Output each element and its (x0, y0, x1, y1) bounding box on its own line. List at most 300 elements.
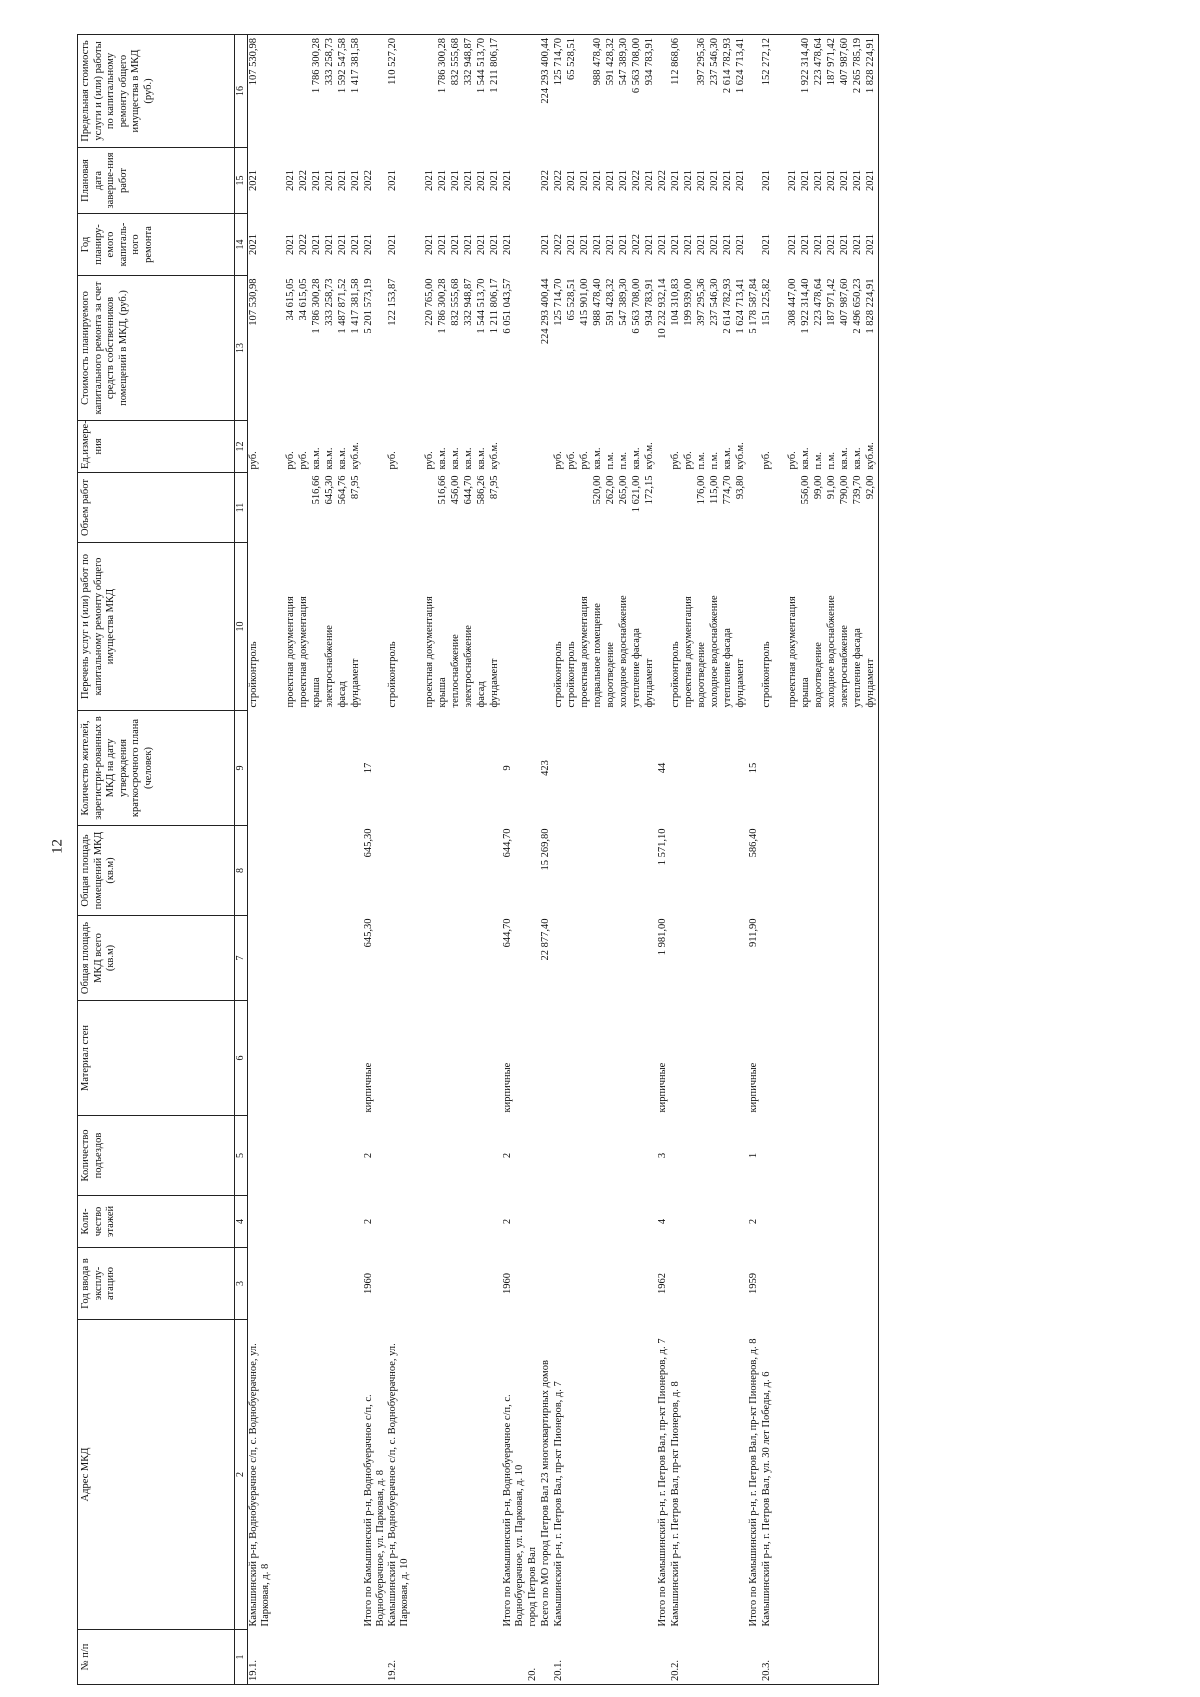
wall-material-cell (644, 1001, 657, 1116)
entrances-cell (272, 1116, 285, 1196)
wall-material-cell (800, 1001, 813, 1116)
total-area-cell (709, 916, 722, 1001)
unit-cell: руб. (248, 451, 259, 470)
address-cell (424, 1320, 437, 1630)
address-cell (839, 1320, 852, 1630)
residents-cell (735, 711, 748, 826)
row-number-cell: 20.3. (761, 1630, 774, 1685)
table-row (502, 35, 526, 1685)
unit-cell: куб.м. (734, 442, 746, 470)
entrances-cell (852, 1116, 865, 1196)
row-number-cell (450, 1630, 463, 1685)
premises-area-cell (566, 826, 579, 916)
max-cost-cell: 107 530,98 (248, 35, 273, 148)
completion-date-cell: 2021 (812, 170, 824, 191)
max-cost-cell: 1 786 300,28 (437, 35, 450, 148)
unit-cell: руб. (760, 451, 772, 470)
residents-cell (387, 711, 411, 826)
row-number-cell (411, 1630, 424, 1685)
max-cost-cell: 2 265 785,19 (852, 35, 865, 148)
work-volume-cell (566, 473, 579, 543)
plan-year-cell: 2021 (851, 234, 863, 255)
planned-cost-cell: 547 389,30 (617, 278, 629, 326)
premises-area-cell (437, 826, 450, 916)
premises-area-cell (489, 826, 502, 916)
premises-area-cell (387, 826, 411, 916)
row-number-cell (709, 1630, 722, 1685)
residents-cell (813, 711, 826, 826)
premises-area-cell (631, 826, 644, 916)
planned-cost-cell: 934 783,91 (643, 278, 655, 326)
header-row (78, 35, 235, 1685)
entrances-cell (387, 1116, 411, 1196)
year-built-cell (865, 1248, 879, 1320)
premises-area-cell (285, 826, 298, 916)
planned-cost-cell: 832 555,68 (450, 278, 462, 326)
planned-cost-cell: 224 293 400,44 (539, 278, 551, 345)
header-cell: Общая площадь помещений МКД (кв.м) (78, 826, 235, 916)
completion-date-cell: 2021 (502, 170, 514, 191)
max-cost-cell: 2 614 782,93 (722, 35, 735, 148)
floors-cell (618, 1196, 631, 1248)
completion-date-cell: 2021 (721, 170, 733, 191)
row-number-cell: 20. (527, 1630, 540, 1685)
wall-material-cell (387, 1001, 411, 1116)
premises-area-cell: 1 571,10 (656, 828, 668, 866)
unit-cell: п.м. (812, 451, 824, 470)
max-cost-cell (657, 35, 670, 148)
work-type-cell: фасад (476, 681, 488, 708)
unit-cell: руб. (669, 451, 681, 470)
residents-cell (437, 711, 450, 826)
table-row (709, 35, 722, 1685)
work-volume-cell (424, 473, 437, 543)
work-volume-cell: 265,00 (617, 475, 629, 505)
year-built-cell: 1960 (363, 1273, 375, 1294)
header-cell: Адрес МКД (78, 1320, 235, 1630)
residents-cell (787, 711, 800, 826)
work-type-cell: крыша (311, 677, 323, 708)
unit-cell: куб.м. (489, 442, 501, 470)
year-built-cell (350, 1248, 363, 1320)
work-volume-cell: 172,15 (643, 475, 655, 505)
work-type-cell: фундамент (643, 658, 655, 708)
wall-material-cell (787, 1001, 800, 1116)
unit-cell (502, 421, 526, 473)
unit-cell: руб. (424, 451, 436, 470)
premises-area-cell (787, 826, 800, 916)
header-cell: Количество подъездов (78, 1116, 235, 1196)
plan-year-cell: 2021 (502, 234, 514, 255)
address-cell: Итого по Камышинский р-н, Воднобуерачное с/п, с. Воднобуерачное, ул. Парковая, д. 8 (363, 1394, 387, 1627)
premises-area-cell: 644,70 (502, 828, 514, 858)
work-type-cell: подвальное помещение (591, 603, 603, 708)
table-row (774, 35, 787, 1685)
address-cell (311, 1320, 324, 1630)
header-cell: Количество жителей, зарегистри-рованных в МКД на дату утверждения краткосрочного плана (человек) (78, 711, 235, 826)
planned-cost-cell: 6 563 708,00 (630, 278, 642, 334)
wall-material-cell (476, 1001, 489, 1116)
table-row (748, 35, 761, 1685)
table-row (350, 35, 363, 1685)
row-number-cell (813, 1630, 826, 1685)
max-cost-cell (527, 35, 540, 148)
column-number: 2 (235, 1320, 248, 1630)
total-area-cell (248, 916, 273, 1001)
completion-date-cell: 2021 (786, 170, 798, 191)
planned-cost-cell: 199 939,00 (682, 278, 694, 326)
entrances-cell: 3 (656, 1152, 668, 1159)
total-area-cell (298, 916, 311, 1001)
plan-year-cell (774, 214, 787, 276)
residents-cell (683, 711, 696, 826)
year-built-cell (644, 1248, 657, 1320)
completion-date-cell: 2021 (825, 170, 837, 191)
max-cost-cell (272, 35, 285, 148)
plan-year-cell: 2021 (799, 234, 811, 255)
work-volume-cell: 92,00 (865, 473, 879, 543)
total-area-cell (670, 916, 683, 1001)
residents-cell (298, 711, 311, 826)
residents-cell (709, 711, 722, 826)
floors-cell (387, 1196, 411, 1248)
floors-cell (579, 1196, 592, 1248)
residents-cell (527, 711, 540, 826)
work-type-cell: утепление фасада (721, 628, 733, 708)
entrances-cell (579, 1116, 592, 1196)
address-cell (285, 1320, 298, 1630)
unit-cell: п.м. (604, 451, 616, 470)
entrances-cell (709, 1116, 722, 1196)
year-built-cell (553, 1248, 566, 1320)
completion-date-cell (748, 148, 761, 214)
header-cell: Материал стен (78, 1001, 235, 1116)
year-built-cell (670, 1248, 683, 1320)
completion-date-cell: 2021 (350, 170, 362, 191)
plan-year-cell: 2021 (539, 234, 551, 255)
plan-year-cell (748, 214, 761, 276)
planned-cost-cell (272, 276, 285, 421)
work-volume-cell: 1 621,00 (630, 475, 642, 513)
residents-cell (852, 711, 865, 826)
work-type-cell: фундамент (350, 658, 362, 708)
table-row (761, 35, 774, 1685)
entrances-cell (696, 1116, 709, 1196)
planned-cost-cell: 1 487 871,52 (337, 278, 349, 334)
floors-cell (437, 1196, 450, 1248)
planned-cost-cell: 1 624 713,41 (734, 278, 746, 334)
entrances-cell (644, 1116, 657, 1196)
max-cost-cell: 65 528,51 (566, 35, 579, 148)
plan-year-cell: 2021 (786, 234, 798, 255)
work-volume-cell: 176,00 (695, 475, 707, 505)
work-volume-cell (411, 473, 424, 543)
year-built-cell (722, 1248, 735, 1320)
max-cost-cell: 1 786 300,28 (311, 35, 324, 148)
address-cell: Всего по МО город Петров Вал 23 многоквартирных домов (539, 1360, 551, 1627)
total-area-cell: 645,30 (363, 918, 375, 948)
unit-cell (363, 421, 387, 473)
work-volume-cell (553, 473, 566, 543)
work-type-cell: электроснабжение (463, 625, 475, 708)
entrances-cell (566, 1116, 579, 1196)
premises-area-cell (424, 826, 437, 916)
work-volume-cell: 516,66 (311, 475, 323, 505)
year-built-cell (272, 1248, 285, 1320)
premises-area-cell (311, 826, 324, 916)
unit-cell: кв.м. (437, 447, 449, 470)
floors-cell (424, 1196, 437, 1248)
year-built-cell (285, 1248, 298, 1320)
plan-year-cell: 2021 (248, 234, 259, 255)
column-number-row (235, 35, 248, 1685)
work-volume-cell: 456,00 (450, 475, 462, 505)
wall-material-cell (618, 1001, 631, 1116)
row-number-cell (787, 1630, 800, 1685)
unit-cell: кв.м. (851, 447, 863, 470)
plan-year-cell: 2021 (463, 234, 475, 255)
total-area-cell (324, 916, 337, 1001)
work-volume-cell: 516,66 (437, 475, 449, 505)
work-type-cell: холодное водоснабжение (617, 595, 629, 708)
wall-material-cell: кирпичные (656, 1062, 668, 1113)
completion-date-cell: 2021 (248, 170, 259, 191)
premises-area-cell (670, 826, 683, 916)
work-type-cell: крыша (799, 677, 811, 708)
entrances-cell (248, 1116, 273, 1196)
work-volume-cell: 115,00 (708, 475, 720, 504)
column-number: 8 (235, 826, 248, 916)
table-row (566, 35, 579, 1685)
address-cell: Камышинский р-н, г. Петров Вал, пр-кт Пионеров, д. 8 (669, 1381, 681, 1627)
residents-cell (670, 711, 683, 826)
max-cost-cell: 1 922 314,40 (800, 35, 813, 148)
total-area-cell (350, 916, 363, 1001)
planned-cost-cell: 5 201 573,19 (363, 278, 375, 334)
planned-cost-cell: 122 153,87 (387, 278, 399, 326)
unit-cell (748, 421, 761, 473)
premises-area-cell (337, 826, 350, 916)
year-built-cell (592, 1248, 605, 1320)
year-built-cell (761, 1248, 774, 1320)
plan-year-cell: 2021 (437, 234, 449, 255)
completion-date-cell (411, 148, 424, 214)
max-cost-cell: 832 555,68 (450, 35, 463, 148)
wall-material-cell (463, 1001, 476, 1116)
total-area-cell (722, 916, 735, 1001)
table-row (683, 35, 696, 1685)
work-type-cell (774, 543, 787, 711)
address-cell (618, 1320, 631, 1630)
premises-area-cell (800, 826, 813, 916)
planned-cost-cell: 187 971,42 (825, 278, 837, 326)
entrances-cell (618, 1116, 631, 1196)
work-type-cell: стройконтроль (760, 641, 772, 708)
table-row (411, 35, 424, 1685)
unit-cell (272, 421, 285, 473)
planned-cost-cell: 407 987,60 (838, 278, 850, 326)
max-cost-cell: 1 828 224,91 (865, 35, 879, 148)
unit-cell: кв.м. (337, 447, 349, 470)
max-cost-cell (748, 35, 761, 148)
floors-cell (350, 1196, 363, 1248)
repair-plan-table (77, 34, 879, 1685)
table-row (631, 35, 644, 1685)
table-row (618, 35, 631, 1685)
wall-material-cell (489, 1001, 502, 1116)
completion-date-cell (774, 148, 787, 214)
wall-material-cell (450, 1001, 463, 1116)
planned-cost-cell: 1 544 513,70 (476, 278, 488, 334)
table-row (476, 35, 489, 1685)
row-number-cell (644, 1630, 657, 1685)
row-number-cell (489, 1630, 502, 1685)
unit-cell (540, 421, 553, 473)
premises-area-cell (761, 826, 774, 916)
planned-cost-cell: 5 178 587,84 (747, 278, 759, 334)
table-row (735, 35, 748, 1685)
work-type-cell: стройконтроль (669, 641, 681, 708)
column-number: 13 (235, 276, 248, 421)
address-cell (324, 1320, 337, 1630)
entrances-cell: 1 (747, 1152, 759, 1159)
work-type-cell (540, 543, 553, 711)
max-cost-cell (502, 35, 526, 148)
wall-material-cell (285, 1001, 298, 1116)
completion-date-cell: 2021 (604, 170, 616, 191)
wall-material-cell: кирпичные (502, 1062, 514, 1113)
planned-cost-cell: 34 615,05 (298, 278, 310, 321)
table-row (437, 35, 450, 1685)
planned-cost-cell: 125 714,70 (552, 278, 564, 326)
work-volume-cell (272, 473, 285, 543)
year-built-cell (709, 1248, 722, 1320)
work-type-cell (527, 543, 540, 711)
address-cell (631, 1320, 644, 1630)
planned-cost-cell: 332 948,87 (463, 278, 475, 326)
entrances-cell (761, 1116, 774, 1196)
completion-date-cell: 2021 (682, 170, 694, 191)
max-cost-cell: 397 295,36 (696, 35, 709, 148)
entrances-cell (324, 1116, 337, 1196)
completion-date-cell: 2021 (591, 170, 603, 191)
floors-cell (298, 1196, 311, 1248)
floors-cell (644, 1196, 657, 1248)
unit-cell: руб. (578, 451, 590, 470)
row-number-cell (657, 1630, 670, 1685)
year-built-cell (424, 1248, 437, 1320)
residents-cell (826, 711, 839, 826)
table-row (800, 35, 813, 1685)
work-volume-cell: 87,95 (489, 475, 501, 500)
address-cell (735, 1320, 748, 1630)
total-area-cell (813, 916, 826, 1001)
table-row (839, 35, 852, 1685)
year-built-cell (540, 1248, 553, 1320)
plan-year-cell: 2021 (656, 234, 668, 255)
row-number-cell: 19.2. (387, 1630, 411, 1685)
completion-date-cell: 2022 (539, 170, 551, 191)
unit-cell: кв.м. (324, 447, 336, 470)
plan-year-cell: 2021 (387, 234, 399, 255)
completion-date-cell: 2021 (734, 170, 746, 191)
year-built-cell (735, 1248, 748, 1320)
year-built-cell: 1962 (656, 1273, 668, 1294)
max-cost-cell: 1 592 547,58 (337, 35, 350, 148)
total-area-cell (489, 916, 502, 1001)
completion-date-cell: 2021 (565, 170, 577, 191)
total-area-cell (411, 916, 424, 1001)
year-built-cell (437, 1248, 450, 1320)
completion-date-cell: 2021 (437, 170, 449, 191)
residents-cell (865, 711, 879, 826)
planned-cost-cell: 237 546,30 (708, 278, 720, 326)
work-volume-cell (670, 473, 683, 543)
header-cell: Предельная стоимость услуги и (или) работы по капитальному ремонту общего имущества в МКД (руб.) (78, 35, 235, 148)
address-cell (683, 1320, 696, 1630)
unit-cell: кв.м. (838, 447, 850, 470)
total-area-cell (605, 916, 618, 1001)
plan-year-cell: 2021 (285, 234, 297, 255)
address-cell (337, 1320, 350, 1630)
plan-year-cell: 2021 (350, 234, 362, 255)
total-area-cell: 911,90 (747, 918, 759, 947)
work-type-cell: проектная документация (424, 596, 436, 708)
premises-area-cell (592, 826, 605, 916)
residents-cell (411, 711, 424, 826)
completion-date-cell: 2021 (324, 170, 336, 191)
wall-material-cell (424, 1001, 437, 1116)
entrances-cell (735, 1116, 748, 1196)
address-cell (579, 1320, 592, 1630)
unit-cell: кв.м. (721, 447, 733, 470)
year-built-cell: 1960 (502, 1273, 514, 1294)
table-row (489, 35, 502, 1685)
planned-cost-cell: 591 428,32 (604, 278, 616, 326)
floors-cell (709, 1196, 722, 1248)
max-cost-cell (683, 35, 696, 148)
row-number-cell (285, 1630, 298, 1685)
plan-year-cell: 2021 (682, 234, 694, 255)
work-type-cell: электроснабжение (838, 625, 850, 708)
plan-year-cell: 2021 (721, 234, 733, 255)
table-row (298, 35, 311, 1685)
floors-cell (540, 1196, 553, 1248)
wall-material-cell (774, 1001, 787, 1116)
residents-cell (722, 711, 735, 826)
max-cost-cell: 224 293 400,44 (540, 35, 553, 148)
wall-material-cell (527, 1001, 540, 1116)
planned-cost-cell: 220 765,00 (424, 278, 436, 326)
plan-year-cell: 2021 (825, 234, 837, 255)
work-volume-cell (787, 473, 800, 543)
year-built-cell (618, 1248, 631, 1320)
unit-cell: руб. (387, 451, 399, 470)
column-number: 6 (235, 1001, 248, 1116)
completion-date-cell: 2021 (669, 170, 681, 191)
completion-date-cell: 2021 (578, 170, 590, 191)
completion-date-cell: 2021 (285, 170, 297, 191)
plan-year-cell: 2021 (337, 234, 349, 255)
work-type-cell: стройконтроль (565, 641, 577, 708)
row-number-cell (566, 1630, 579, 1685)
floors-cell (324, 1196, 337, 1248)
max-cost-cell: 110 527,20 (387, 35, 411, 148)
premises-area-cell (865, 826, 879, 916)
total-area-cell (527, 916, 540, 1001)
work-type-cell: стройконтроль (248, 641, 259, 708)
address-cell: Итого по Камышинский р-н, Воднобуерачное с/п, с. Воднобуерачное, ул. Парковая, д. 10 (502, 1394, 526, 1627)
